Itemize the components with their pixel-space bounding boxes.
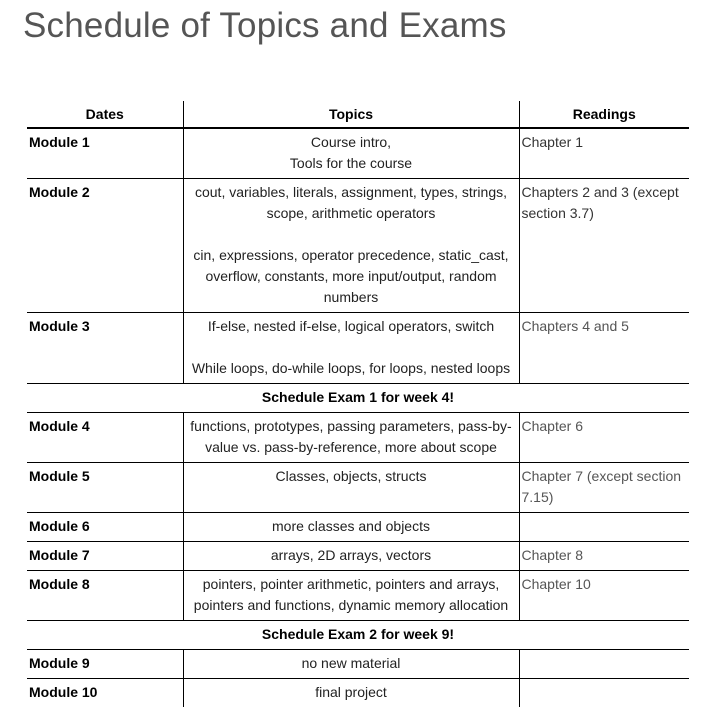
- topic-cell: [183, 463, 519, 513]
- topic-cell: [183, 650, 519, 679]
- reading-cell: Chapter 8: [519, 542, 689, 571]
- topic-cell: [183, 413, 519, 463]
- topic-cell: [183, 179, 519, 313]
- topic-line: While loops, do-while loops, for loops, nested loops: [186, 358, 517, 379]
- topic-line: Classes, objects, structs: [186, 466, 517, 487]
- exam-notice: Schedule Exam 1 for week 4!: [27, 384, 689, 413]
- table-header-row: [27, 101, 689, 128]
- schedule-table: [27, 101, 689, 707]
- topic-line: cin, expressions, operator precedence, static_cast, overflow, constants, more input/output, random numbers: [186, 245, 517, 308]
- table-row: [27, 313, 689, 384]
- topic-line: cout, variables, literals, assignment, types, strings, scope, arithmetic operators: [186, 182, 517, 224]
- topic-line: functions, prototypes, passing parameters, pass-by-value vs. pass-by-reference, more about scope: [186, 416, 517, 458]
- reading-cell: Chapters 4 and 5: [519, 313, 689, 384]
- topic-cell: [183, 313, 519, 384]
- module-label: Module 10: [27, 679, 183, 707]
- exam-row: [27, 621, 689, 650]
- module-label: Module 9: [27, 650, 183, 679]
- topic-cell: [183, 542, 519, 571]
- table-row: [27, 128, 689, 179]
- reading-cell: [519, 650, 689, 679]
- topic-cell: [183, 128, 519, 179]
- topic-cell: [183, 679, 519, 707]
- exam-notice: Schedule Exam 2 for week 9!: [27, 621, 689, 650]
- page-title: Schedule of Topics and Exams: [23, 6, 507, 46]
- table-row: [27, 650, 689, 679]
- header-readings: Readings: [519, 101, 689, 128]
- topic-line: Course intro,: [186, 132, 517, 153]
- table-row: [27, 571, 689, 621]
- topic-line: Tools for the course: [186, 153, 517, 174]
- topic-line: arrays, 2D arrays, vectors: [186, 545, 517, 566]
- topic-line: If-else, nested if-else, logical operators, switch: [186, 316, 517, 337]
- reading-cell: Chapter 6: [519, 413, 689, 463]
- module-label: Module 1: [27, 128, 183, 179]
- table-row: [27, 413, 689, 463]
- reading-cell: Chapter 7 (except section 7.15): [519, 463, 689, 513]
- topic-cell: [183, 571, 519, 621]
- reading-cell: [519, 513, 689, 542]
- module-label: Module 7: [27, 542, 183, 571]
- topic-line: pointers, pointer arithmetic, pointers and arrays, pointers and functions, dynamic memory allocation: [186, 574, 517, 616]
- reading-cell: Chapters 2 and 3 (except section 3.7): [519, 179, 689, 313]
- header-topics: Topics: [183, 101, 519, 128]
- topic-line: final project: [186, 682, 517, 703]
- table-row: [27, 513, 689, 542]
- topic-cell: [183, 513, 519, 542]
- module-label: Module 2: [27, 179, 183, 313]
- topic-line: no new material: [186, 653, 517, 674]
- reading-cell: Chapter 10: [519, 571, 689, 621]
- module-label: Module 8: [27, 571, 183, 621]
- table-row: [27, 542, 689, 571]
- reading-cell: [519, 679, 689, 707]
- table-row: [27, 679, 689, 707]
- module-label: Module 3: [27, 313, 183, 384]
- header-dates: Dates: [27, 101, 183, 128]
- topic-line: more classes and objects: [186, 516, 517, 537]
- module-label: Module 5: [27, 463, 183, 513]
- module-label: Module 4: [27, 413, 183, 463]
- exam-row: [27, 384, 689, 413]
- table-row: [27, 179, 689, 313]
- reading-cell: Chapter 1: [519, 128, 689, 179]
- module-label: Module 6: [27, 513, 183, 542]
- table-row: [27, 463, 689, 513]
